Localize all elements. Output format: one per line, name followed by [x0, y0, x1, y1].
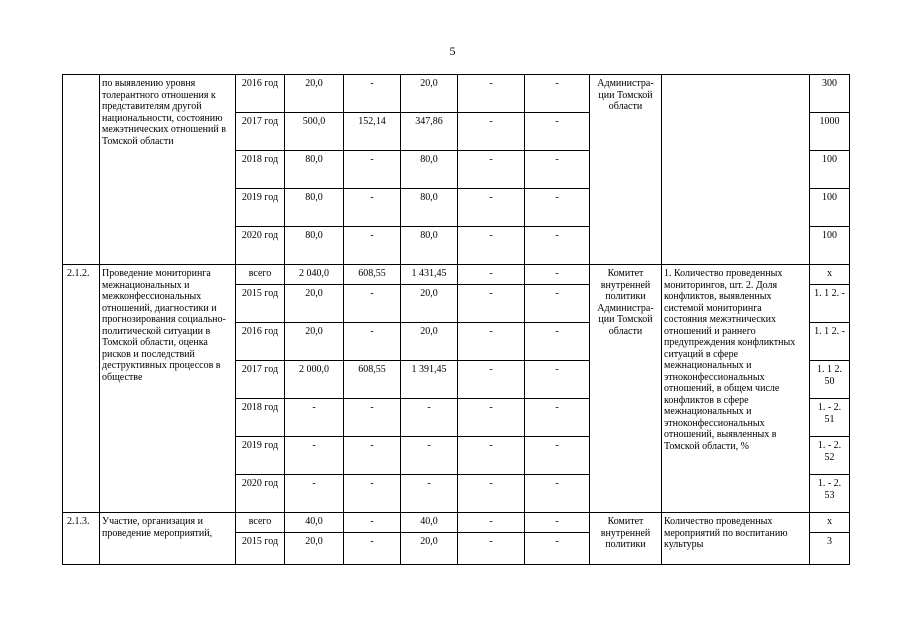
indicator-value-cell: 1. 1 2. -	[810, 323, 850, 361]
indicator-value-cell: 3	[810, 533, 850, 565]
performer-cell: Администра-ции Томской области	[590, 75, 662, 265]
funding-total-cell: -	[285, 475, 344, 513]
indicator-value-cell: 1. - 2. 53	[810, 475, 850, 513]
funding-loc-cell: -	[458, 437, 525, 475]
funding-reg-cell: 80,0	[401, 151, 458, 189]
funding-reg-cell: 20,0	[401, 285, 458, 323]
table-row	[63, 513, 850, 533]
funding-extra-cell: -	[525, 475, 590, 513]
funding-extra-cell: -	[525, 75, 590, 113]
funding-reg-cell: 40,0	[401, 513, 458, 533]
funding-total-cell: 80,0	[285, 227, 344, 265]
indicator-cell: 1. Количество проведенных мониторингов, шт. 2. Доля конфликтов, выявленных системой мониторинга состояния межэтнических отношений и раннего предупреждения конфликтных ситуаций в сфере межнациональных и этноконфессиональных отношений, в общем числе конфликтов в сфере межнациональных и этноконфессиональных отношений, выявленных в Томской области, %	[662, 265, 810, 513]
funding-reg-cell: -	[401, 399, 458, 437]
funding-loc-cell: -	[458, 513, 525, 533]
period-cell: всего	[236, 513, 285, 533]
funding-loc-cell: -	[458, 75, 525, 113]
funding-reg-cell: 80,0	[401, 227, 458, 265]
funding-reg-cell: -	[401, 475, 458, 513]
funding-fed-cell: 152,14	[344, 113, 401, 151]
funding-loc-cell: -	[458, 285, 525, 323]
funding-fed-cell: -	[344, 189, 401, 227]
period-cell: 2019 год	[236, 189, 285, 227]
indicator-value-cell: 100	[810, 189, 850, 227]
indicator-value-cell: 1000	[810, 113, 850, 151]
funding-reg-cell: 1 431,45	[401, 265, 458, 285]
period-cell: 2018 год	[236, 151, 285, 189]
period-cell: 2018 год	[236, 399, 285, 437]
funding-extra-cell: -	[525, 513, 590, 533]
table-row	[63, 265, 850, 285]
period-cell: 2017 год	[236, 113, 285, 151]
funding-fed-cell: -	[344, 533, 401, 565]
period-cell: 2015 год	[236, 285, 285, 323]
funding-reg-cell: 20,0	[401, 75, 458, 113]
funding-extra-cell: -	[525, 323, 590, 361]
indicator-value-cell: 1. - 2. 52	[810, 437, 850, 475]
funding-total-cell: 80,0	[285, 151, 344, 189]
indicator-value-cell: 1. 1 2. 50	[810, 361, 850, 399]
funding-fed-cell: -	[344, 437, 401, 475]
item-number: 2.1.2.	[63, 265, 100, 513]
funding-fed-cell: -	[344, 399, 401, 437]
funding-total-cell: 40,0	[285, 513, 344, 533]
funding-total-cell: 20,0	[285, 533, 344, 565]
funding-extra-cell: -	[525, 533, 590, 565]
funding-fed-cell: -	[344, 285, 401, 323]
funding-total-cell: 20,0	[285, 75, 344, 113]
funding-fed-cell: -	[344, 151, 401, 189]
funding-extra-cell: -	[525, 285, 590, 323]
performer-cell: Комитет внутренней политики Администра-ции Томской области	[590, 265, 662, 513]
funding-loc-cell: -	[458, 113, 525, 151]
funding-extra-cell: -	[525, 151, 590, 189]
item-number: 2.1.3.	[63, 513, 100, 565]
indicator-cell: Количество проведенных мероприятий по воспитанию культуры	[662, 513, 810, 565]
funding-reg-cell: -	[401, 437, 458, 475]
period-cell: 2020 год	[236, 227, 285, 265]
item-name: Проведение мониторинга межнациональных и межконфессиональных отношений, диагностики и прогнозирования социально-политической ситуации в Томской области, оценка рисков и последствий деструктивных процессов в обществе	[100, 265, 236, 513]
funding-fed-cell: -	[344, 513, 401, 533]
page-number: 5	[449, 44, 456, 58]
funding-reg-cell: 1 391,45	[401, 361, 458, 399]
funding-extra-cell: -	[525, 361, 590, 399]
funding-total-cell: 20,0	[285, 323, 344, 361]
period-cell: 2016 год	[236, 75, 285, 113]
program-table	[62, 74, 850, 565]
funding-loc-cell: -	[458, 361, 525, 399]
funding-total-cell: 2 000,0	[285, 361, 344, 399]
funding-reg-cell: 20,0	[401, 533, 458, 565]
funding-fed-cell: -	[344, 323, 401, 361]
indicator-value-cell: х	[810, 265, 850, 285]
funding-reg-cell: 80,0	[401, 189, 458, 227]
table-row	[63, 75, 850, 113]
indicator-value-cell: х	[810, 513, 850, 533]
funding-total-cell: 20,0	[285, 285, 344, 323]
funding-extra-cell: -	[525, 265, 590, 285]
funding-extra-cell: -	[525, 437, 590, 475]
funding-loc-cell: -	[458, 399, 525, 437]
indicator-value-cell: 1. - 2. 51	[810, 399, 850, 437]
funding-loc-cell: -	[458, 533, 525, 565]
funding-fed-cell: 608,55	[344, 361, 401, 399]
funding-fed-cell: -	[344, 475, 401, 513]
funding-loc-cell: -	[458, 227, 525, 265]
period-cell: всего	[236, 265, 285, 285]
funding-total-cell: 2 040,0	[285, 265, 344, 285]
funding-reg-cell: 20,0	[401, 323, 458, 361]
item-number	[63, 75, 100, 265]
funding-extra-cell: -	[525, 113, 590, 151]
funding-loc-cell: -	[458, 189, 525, 227]
funding-loc-cell: -	[458, 265, 525, 285]
funding-extra-cell: -	[525, 399, 590, 437]
item-name: по выявлению уровня толерантного отношения к представителям другой национальности, состоянию межэтнических отношений в Томской области	[100, 75, 236, 265]
funding-reg-cell: 347,86	[401, 113, 458, 151]
indicator-value-cell: 100	[810, 227, 850, 265]
funding-fed-cell: -	[344, 227, 401, 265]
period-cell: 2015 год	[236, 533, 285, 565]
funding-fed-cell: 608,55	[344, 265, 401, 285]
item-name: Участие, организация и проведение мероприятий,	[100, 513, 236, 565]
indicator-value-cell: 300	[810, 75, 850, 113]
funding-total-cell: 80,0	[285, 189, 344, 227]
funding-loc-cell: -	[458, 151, 525, 189]
funding-fed-cell: -	[344, 75, 401, 113]
period-cell: 2020 год	[236, 475, 285, 513]
funding-total-cell: 500,0	[285, 113, 344, 151]
funding-extra-cell: -	[525, 227, 590, 265]
performer-cell: Комитет внутренней политики	[590, 513, 662, 565]
period-cell: 2019 год	[236, 437, 285, 475]
period-cell: 2016 год	[236, 323, 285, 361]
funding-loc-cell: -	[458, 475, 525, 513]
funding-extra-cell: -	[525, 189, 590, 227]
funding-loc-cell: -	[458, 323, 525, 361]
indicator-value-cell: 1. 1 2. -	[810, 285, 850, 323]
period-cell: 2017 год	[236, 361, 285, 399]
indicator-value-cell: 100	[810, 151, 850, 189]
funding-total-cell: -	[285, 437, 344, 475]
indicator-cell	[662, 75, 810, 265]
funding-total-cell: -	[285, 399, 344, 437]
